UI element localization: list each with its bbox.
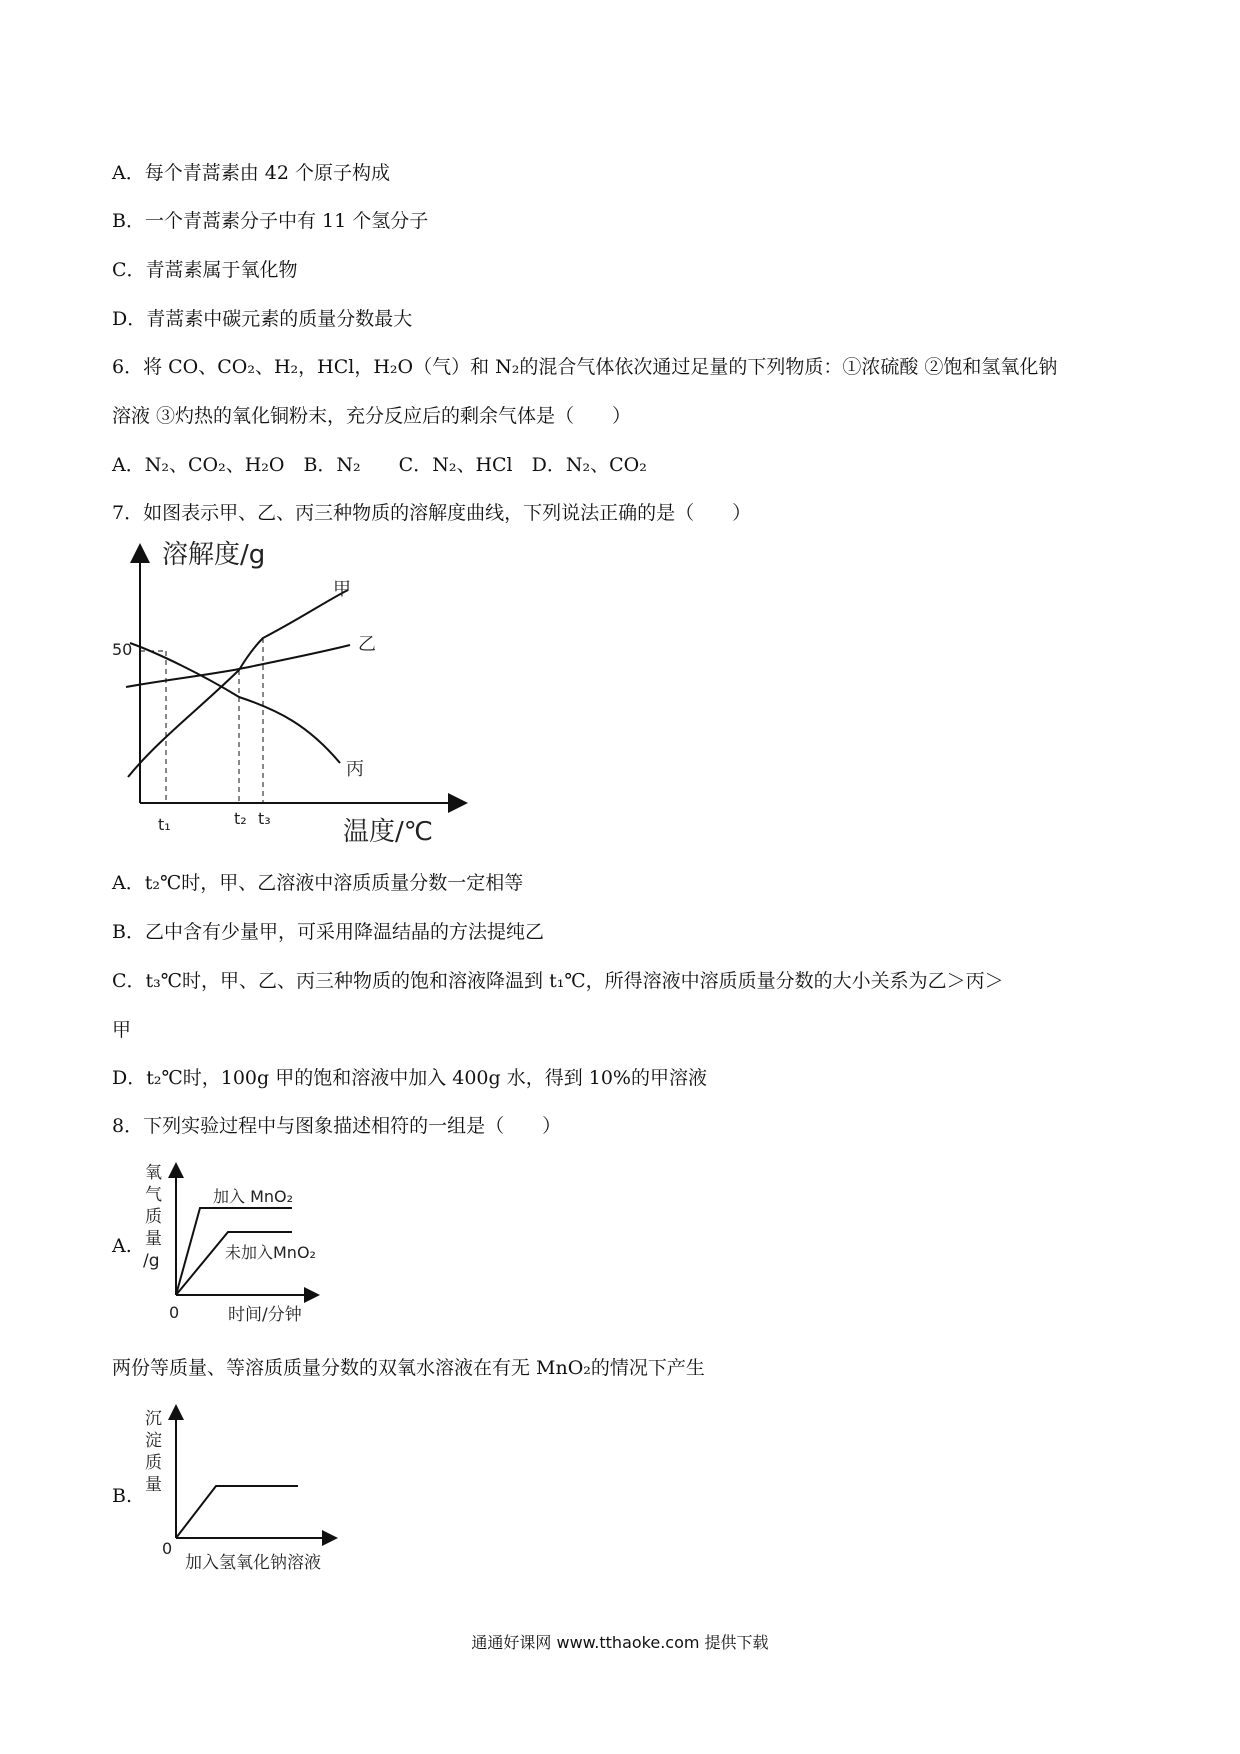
q7-option-c-line2: 甲 [112, 1019, 132, 1041]
q5-option-c: C．青蒿素属于氧化物 [112, 259, 298, 281]
q6-stem-line2: 溶液 ③灼热的氧化铜粉末，充分反应后的剩余气体是（ ） [112, 405, 632, 427]
q7-option-b: B．乙中含有少量甲，可采用降温结晶的方法提纯乙 [112, 921, 544, 943]
x-axis-label: 加入氢氧化钠溶液 [185, 1553, 321, 1573]
y-label-char-1: 沉 [145, 1409, 162, 1429]
series-label-bing: 丙 [346, 759, 364, 780]
series-label-jia: 甲 [333, 579, 351, 600]
q5-option-a: A．每个青蒿素由 42 个原子构成 [112, 162, 390, 184]
q5-option-d: D．青蒿素中碳元素的质量分数最大 [112, 308, 413, 330]
q5-option-b: B．一个青蒿素分子中有 11 个氢分子 [112, 210, 429, 232]
y-label-char-5: /g [143, 1251, 160, 1271]
origin-label: 0 [162, 1539, 173, 1558]
curve-jia [128, 590, 348, 777]
solubility-chart [112, 535, 478, 855]
y-label-char-2: 淀 [145, 1431, 162, 1451]
q8-option-b-label: B. [112, 1485, 133, 1507]
origin-label: 0 [169, 1303, 180, 1322]
series-label-without-mno2: 未加入MnO₂ [225, 1243, 316, 1262]
precipitate-mass-chart [140, 1400, 350, 1580]
q6-stem-line1: 6．将 CO、CO₂、H₂，HCl，H₂O（气）和 N₂的混合气体依次通过足量的下列物质：①浓硫酸 ②饱和氢氧化钠 [112, 356, 1058, 378]
y-label-char-3: 质 [145, 1453, 162, 1473]
q7-option-d: D．t₂℃时，100g 甲的饱和溶液中加入 400g 水，得到 10%的甲溶液 [112, 1067, 707, 1089]
q7-option-c-line1: C．t₃℃时，甲、乙、丙三种物质的饱和溶液降温到 t₁℃，所得溶液中溶质质量分数的大小关系为乙＞丙＞ [112, 970, 1004, 992]
y-tick-50: 50 [112, 640, 133, 659]
curve-without-mno2 [176, 1232, 292, 1295]
curve-precipitate [176, 1486, 298, 1538]
q6-options: A．N₂、CO₂、H₂O B．N₂ C．N₂、HCl D．N₂、CO₂ [112, 454, 647, 476]
x-tick-t3: t₃ [258, 809, 271, 828]
q8-option-a-label: A. [112, 1235, 132, 1257]
q7-stem: 7．如图表示甲、乙、丙三种物质的溶解度曲线，下列说法正确的是（ ） [112, 502, 752, 524]
curve-bing [130, 643, 340, 763]
y-label-char-4: 量 [145, 1229, 162, 1249]
oxygen-mass-chart [140, 1160, 350, 1340]
y-label-char-3: 质 [145, 1207, 162, 1227]
x-tick-t1: t₁ [158, 815, 171, 834]
x-axis-label: 温度/℃ [343, 817, 433, 847]
series-label-yi: 乙 [358, 634, 376, 655]
y-label-char-2: 气 [145, 1185, 162, 1205]
q8-stem: 8．下列实验过程中与图象描述相符的一组是（ ） [112, 1115, 562, 1137]
x-axis-label: 时间/分钟 [228, 1305, 302, 1325]
y-axis-label: 溶解度/g [162, 540, 266, 570]
series-label-with-mno2: 加入 MnO₂ [213, 1187, 294, 1206]
q8-option-a-desc: 两份等质量、等溶质质量分数的双氧水溶液在有无 MnO₂的情况下产生 [112, 1357, 705, 1379]
page-footer: 通通好课网 www.tthaoke.com 提供下载 [471, 1633, 769, 1652]
q7-option-a: A．t₂℃时，甲、乙溶液中溶质质量分数一定相等 [112, 872, 524, 894]
y-label-char-1: 氧 [145, 1163, 162, 1183]
y-label-char-4: 量 [145, 1475, 162, 1495]
x-tick-t2: t₂ [234, 809, 247, 828]
